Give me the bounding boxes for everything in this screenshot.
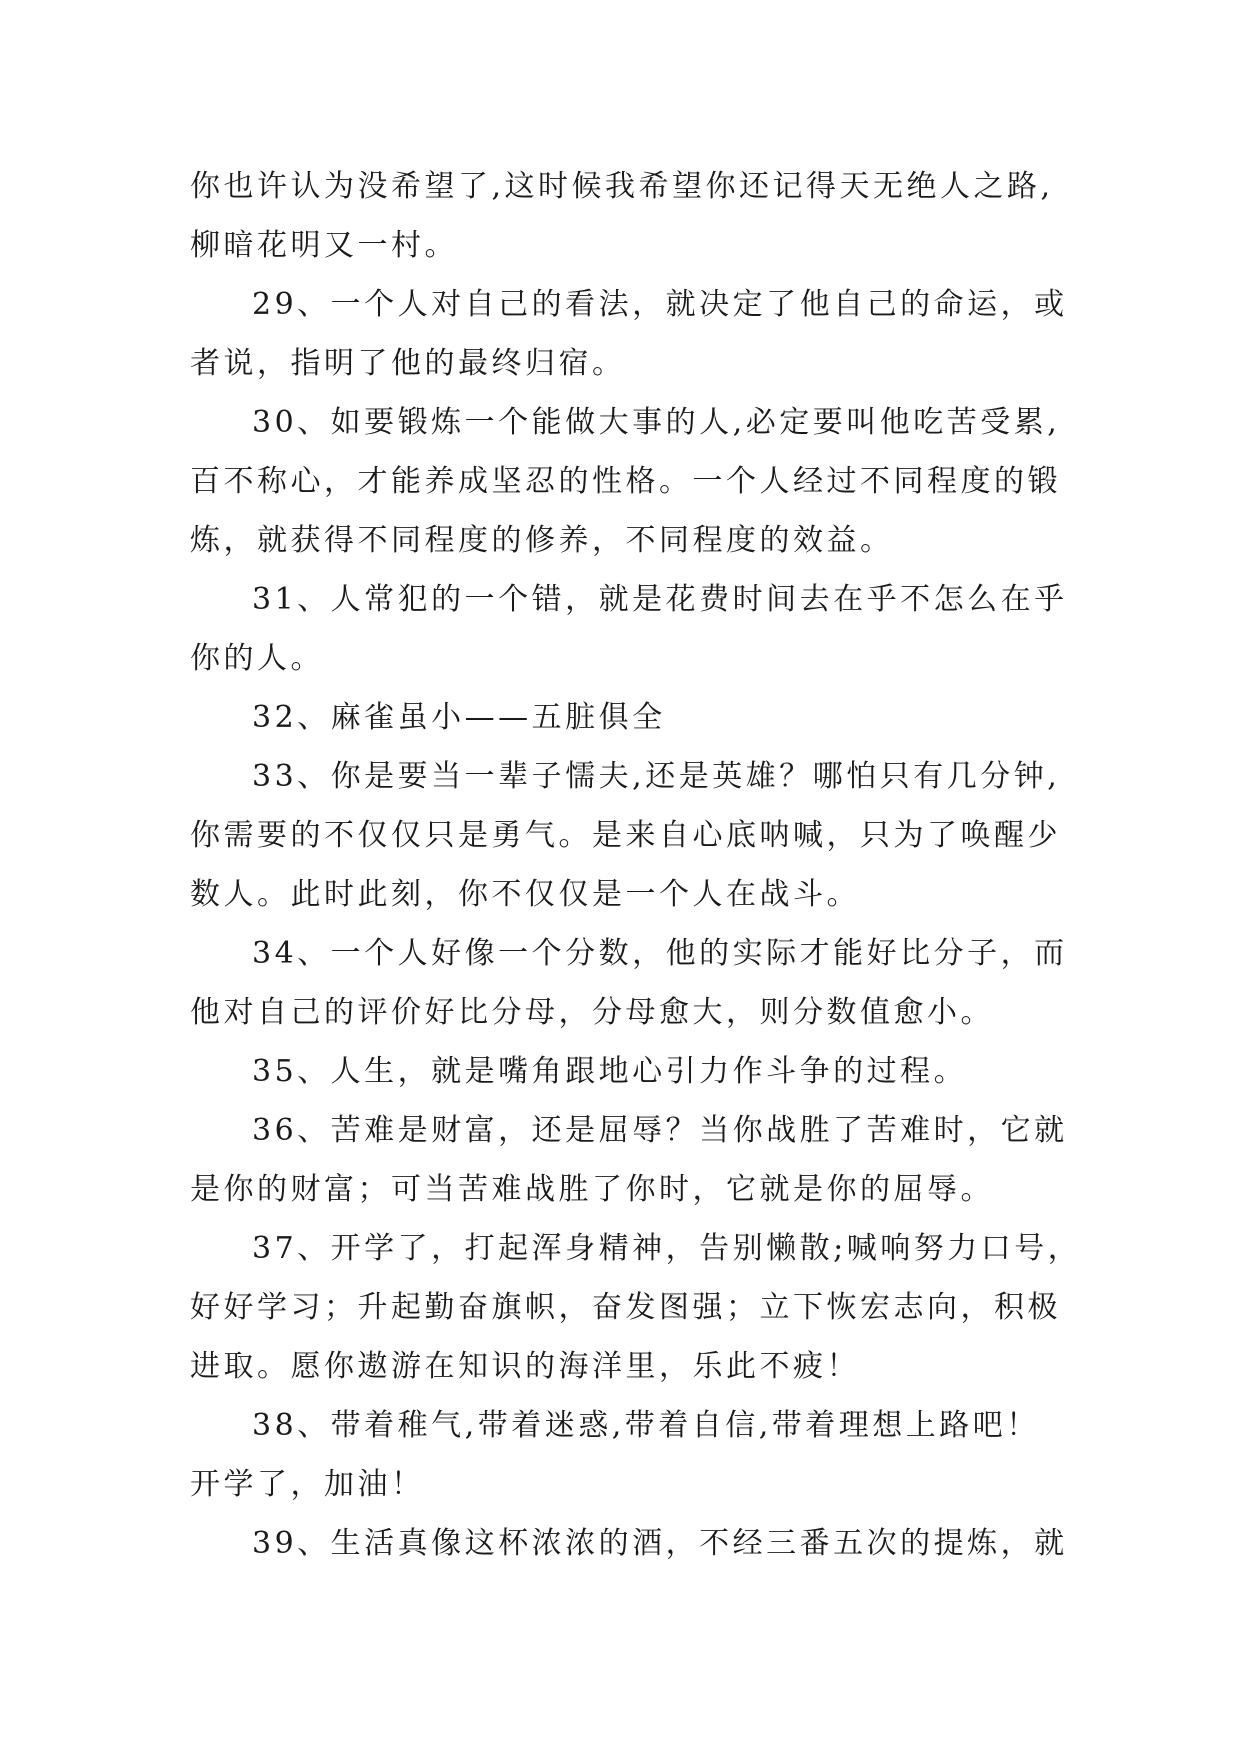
text-line: 36、苦难是财富，还是屈辱？当你战胜了苦难时，它就 bbox=[252, 1113, 1068, 1148]
paragraph bbox=[190, 1219, 1090, 1396]
text-line: 32、麻雀虽小——五脏俱全 bbox=[252, 700, 666, 735]
paragraph bbox=[190, 1101, 1090, 1219]
text-line: 35、人生，就是嘴角跟地心引力作斗争的过程。 bbox=[252, 1054, 968, 1089]
text-line: 进取。愿你遨游在知识的海洋里，乐此不疲！ bbox=[190, 1349, 860, 1384]
document-body bbox=[190, 157, 1090, 1573]
paragraph bbox=[190, 393, 1090, 570]
paragraph bbox=[190, 157, 1090, 275]
paragraph bbox=[190, 1514, 1090, 1573]
text-line: 33、你是要当一辈子懦夫,还是英雄？哪怕只有几分钟, bbox=[252, 759, 1061, 794]
text-line: 39、生活真像这杯浓浓的酒，不经三番五次的提炼，就 bbox=[252, 1526, 1068, 1561]
paragraph bbox=[190, 275, 1090, 393]
text-line: 31、人常犯的一个错，就是花费时间去在乎不怎么在乎 bbox=[252, 582, 1068, 617]
text-line: 开学了，加油！ bbox=[190, 1467, 425, 1502]
text-line: 你也许认为没希望了,这时候我希望你还记得天无绝人之路, bbox=[190, 169, 1054, 204]
text-line: 者说，指明了他的最终归宿。 bbox=[190, 346, 626, 381]
text-line: 是你的财富；可当苦难战胜了你时，它就是你的屈辱。 bbox=[190, 1172, 994, 1207]
text-line: 好好学习；升起勤奋旗帜，奋发图强；立下恢宏志向，积极 bbox=[190, 1290, 1061, 1325]
paragraph bbox=[190, 924, 1090, 1042]
paragraph bbox=[190, 1042, 1090, 1101]
text-line: 你的人。 bbox=[190, 641, 324, 676]
paragraph bbox=[190, 570, 1090, 688]
text-line: 数人。此时此刻，你不仅仅是一个人在战斗。 bbox=[190, 877, 860, 912]
text-line: 炼，就获得不同程度的修养，不同程度的效益。 bbox=[190, 523, 894, 558]
paragraph bbox=[190, 688, 1090, 747]
text-line: 你需要的不仅仅只是勇气。是来自心底呐喊，只为了唤醒少 bbox=[190, 818, 1061, 853]
text-line: 30、如要锻炼一个能做大事的人,必定要叫他吃苦受累, bbox=[252, 405, 1061, 440]
text-line: 他对自己的评价好比分母，分母愈大，则分数值愈小。 bbox=[190, 995, 994, 1030]
paragraph bbox=[190, 1396, 1090, 1514]
text-line: 34、一个人好像一个分数，他的实际才能好比分子，而 bbox=[252, 936, 1068, 971]
paragraph bbox=[190, 747, 1090, 924]
text-line: 柳暗花明又一村。 bbox=[190, 228, 458, 263]
text-line: 29、一个人对自己的看法，就决定了他自己的命运，或 bbox=[252, 287, 1068, 322]
text-line: 37、开学了，打起浑身精神，告别懒散;喊响努力口号， bbox=[252, 1231, 1082, 1266]
text-line: 百不称心，才能养成坚忍的性格。一个人经过不同程度的锻 bbox=[190, 464, 1061, 499]
text-line: 38、带着稚气,带着迷惑,带着自信,带着理想上路吧！ bbox=[252, 1408, 1040, 1443]
